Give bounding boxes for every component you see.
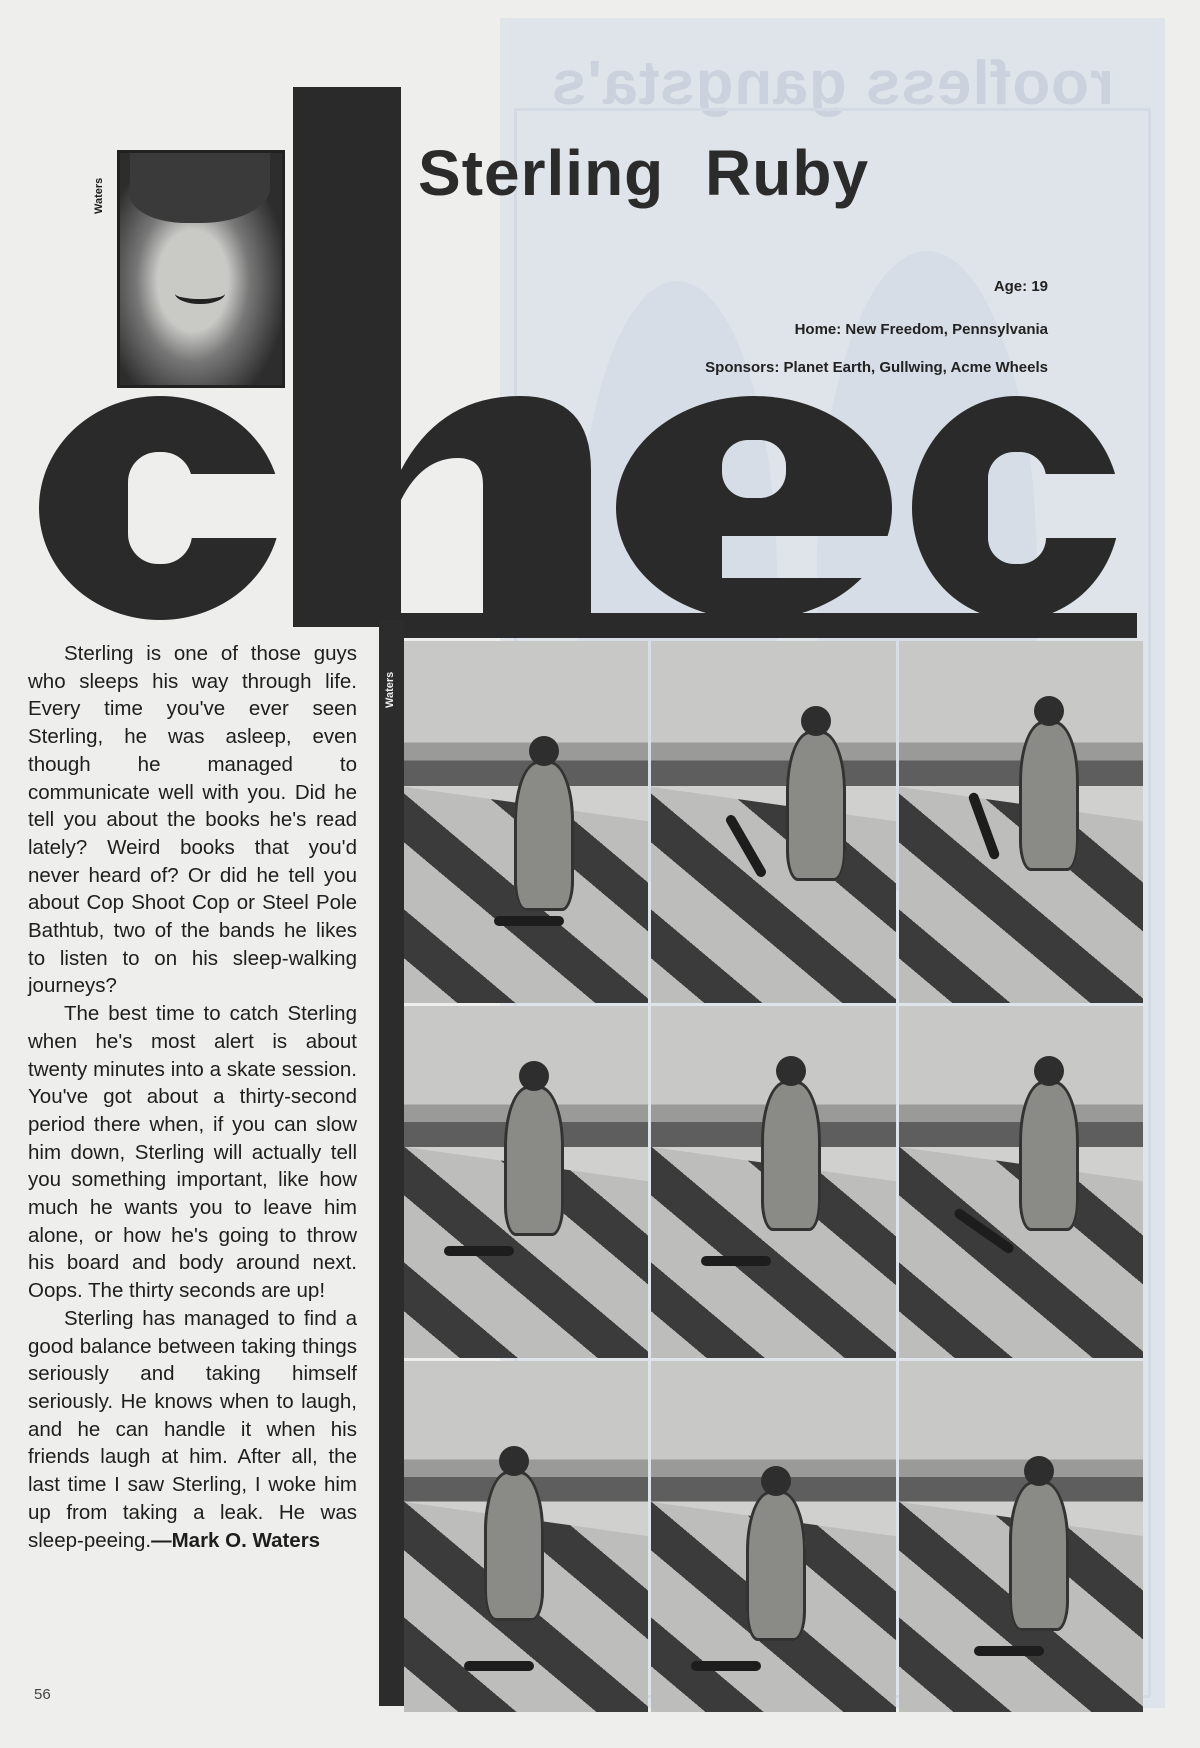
article-paragraph-text: Sterling has managed to find a good balance between taking things seriously and taking himself seriously. He knows when to laugh, and he can handle it when his friends laugh at him. After all, the last time I saw Sterling, I woke him up from taking a leak. He was sleep-peeing.	[28, 1306, 357, 1552]
sequence-photo	[899, 1361, 1143, 1712]
big-word-chec-lettering	[0, 380, 1200, 625]
skater-figure	[1009, 1481, 1069, 1631]
skateboard	[691, 1661, 761, 1671]
skater-figure	[1019, 721, 1079, 871]
big-letter-e-shape	[600, 380, 900, 625]
sequence-photo	[651, 641, 895, 1003]
skater-head	[529, 736, 559, 766]
article-paragraph	[28, 1305, 357, 1554]
ramp	[651, 780, 895, 1003]
big-letter-c-shape	[900, 380, 1140, 625]
divider-bar	[396, 613, 1137, 638]
sequence-photo	[404, 1006, 648, 1358]
portrait-smile	[175, 283, 225, 304]
big-letter-h-arch	[401, 396, 591, 619]
page-title: Sterling Ruby	[418, 137, 870, 209]
vertical-rail	[379, 620, 404, 1706]
skater-figure	[786, 731, 846, 881]
skater-figure	[1019, 1081, 1079, 1231]
skater-figure	[484, 1471, 544, 1621]
skater-head	[519, 1061, 549, 1091]
skater-figure	[504, 1086, 564, 1236]
skater-figure	[761, 1081, 821, 1231]
ghost-mirrored-text: roofless gangsta's	[550, 49, 1115, 118]
skater-head	[1034, 1056, 1064, 1086]
skateboard	[494, 916, 564, 926]
skateboard	[444, 1246, 514, 1256]
author-signature: —Mark O. Waters	[151, 1528, 321, 1552]
home-fact: Home: New Freedom, Pennsylvania	[794, 321, 1048, 338]
photo-sequence	[404, 641, 1143, 1706]
sponsors-fact: Sponsors: Planet Earth, Gullwing, Acme Wheels	[705, 359, 1048, 376]
sequence-photo	[651, 1361, 895, 1712]
photo-credit: Waters	[384, 671, 396, 708]
article-paragraph: Sterling is one of those guys who sleeps his way through life. Every time you've ever seen Sterling, he was asleep, even though he managed to communicate well with you. Did he tell you about the books he's read lately? Weird books that you'd never heard of? Or did he tell you about Cop Shoot Cop or Steel Pole Bathtub, two of the bands he likes to listen to on his sleep-walking journeys?	[28, 642, 357, 998]
skateboard	[974, 1646, 1044, 1656]
skater-figure	[514, 761, 574, 911]
skater-head	[1034, 696, 1064, 726]
portrait-hair	[130, 153, 270, 223]
sequence-photo	[899, 641, 1143, 1003]
age-fact: Age: 19	[993, 278, 1048, 295]
portrait-photo	[117, 150, 285, 388]
big-letter-c-shape	[0, 380, 300, 625]
skater-head	[1024, 1456, 1054, 1486]
portrait-credit: Waters	[93, 177, 105, 214]
article-paragraph: The best time to catch Sterling when he's most alert is about twenty minutes into a skate session. You've got about a thirty-second period there when, if you can slow him down, Sterling will actually tell you something important, like how much he wants you to leave him alone, or how he's going to throw his board and body around next. Oops. The thirty seconds are up!	[28, 1002, 357, 1303]
skateboard	[701, 1256, 771, 1266]
skateboard	[464, 1661, 534, 1671]
sequence-photo	[899, 1006, 1143, 1358]
sequence-photo	[404, 641, 648, 1003]
skater-head	[499, 1446, 529, 1476]
page-number: 56	[34, 1686, 51, 1703]
skater-figure	[746, 1491, 806, 1641]
article-body	[28, 640, 357, 1554]
sequence-photo	[651, 1006, 895, 1358]
sequence-photo	[404, 1361, 648, 1712]
